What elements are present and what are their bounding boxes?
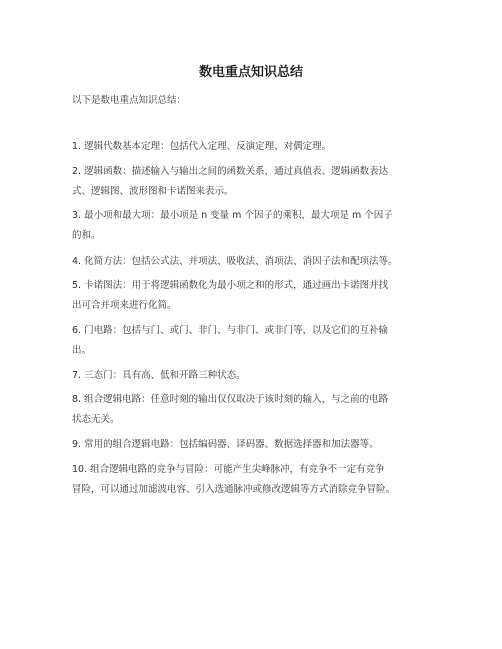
list-item-line: 5. 卡诺图法：用于将逻辑函数化为最小项之和的形式，通过画出卡诺图并找	[72, 280, 389, 291]
list-item-line: 出。	[72, 345, 92, 356]
list-item-line: 4. 化简方法：包括公式法、并项法、吸收法、消项法、消因子法和配项法等。	[72, 256, 398, 267]
list-item-line: 7. 三态门：具有高、低和开路三种状态。	[72, 370, 246, 381]
list-item	[72, 435, 437, 455]
list-item	[72, 206, 437, 246]
list-item-line: 式、逻辑图、波形图和卡诺图来表示。	[72, 186, 234, 197]
list-item-line: 3. 最小项和最大项：最小项是 n 变量 m 个因子的乘积，最大项是 m 个因子	[72, 210, 393, 221]
list-item	[72, 460, 437, 500]
list-item-line: 8. 组合逻辑电路：任意时刻的输出仅仅取决于该时刻的输入，与之前的电路	[72, 394, 389, 405]
list-item	[72, 366, 437, 386]
list-item-line: 状态无关。	[72, 414, 120, 425]
list-item-line: 冒险，可以通过加滤波电容、引入选通脉冲或修改逻辑等方式消除竞争冒险。	[72, 484, 396, 495]
list-item-line: 2. 逻辑函数：描述输入与输出之间的函数关系，通过真值表、逻辑函数表达	[72, 166, 389, 177]
list-item	[72, 137, 437, 157]
list-item-line: 6. 门电路：包括与门、或门、非门、与非门、或非门等，以及它们的互补输	[72, 325, 389, 336]
list-item	[72, 321, 437, 361]
list-item-line: 出可合并项来进行化简。	[72, 300, 177, 311]
intro-text: 以下是数电重点知识总结：	[72, 95, 187, 106]
list-item-line: 10. 组合逻辑电路的竞争与冒险：可能产生尖峰脉冲，有竞争不一定有竞争	[72, 464, 385, 475]
list-item	[72, 252, 437, 272]
list-item-line: 的和。	[72, 230, 101, 241]
list-item	[72, 276, 437, 316]
list-item-line: 1. 逻辑代数基本定理：包括代入定理、反演定理、对偶定理。	[72, 141, 332, 152]
document-title: 数电重点知识总结	[198, 65, 303, 80]
list-item	[72, 390, 437, 430]
list-item-line: 9. 常用的组合逻辑电路：包括编码器、译码器、数据选择器和加法器等。	[72, 439, 379, 450]
list-item	[72, 162, 437, 202]
